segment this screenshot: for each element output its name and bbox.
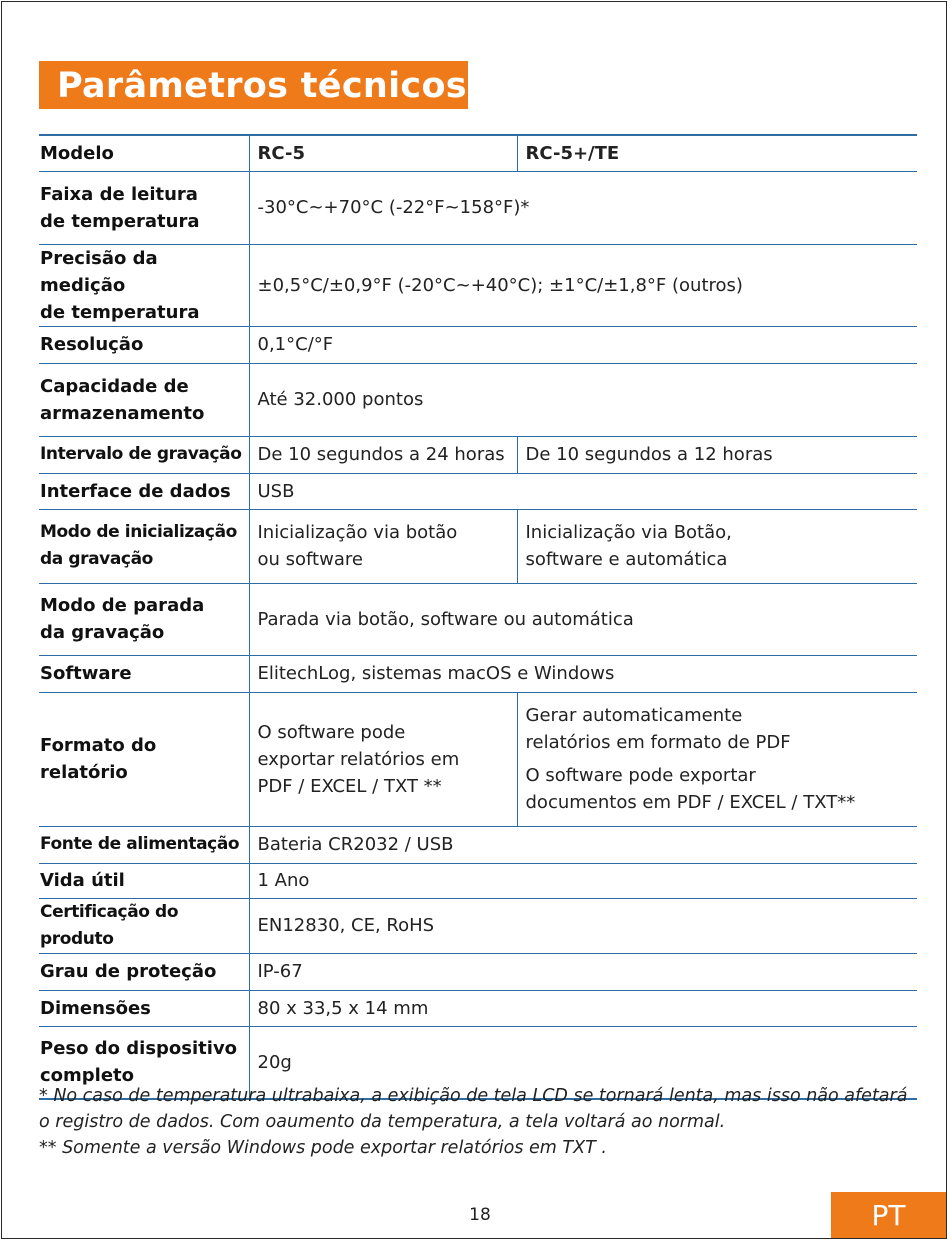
report-format-export: O software pode exportar documentos em PDF / EXCEL / TXT** <box>525 765 856 813</box>
page-title: Parâmetros técnicos <box>39 61 468 109</box>
row-label: Faixa de leitura de temperatura <box>39 171 249 244</box>
row-value-rc5-plus-te: Inicialização via Botão, software e automática <box>517 509 917 583</box>
table-row <box>39 826 917 863</box>
report-format-auto: Gerar automaticamente relatórios em formato de PDF <box>525 705 791 753</box>
row-value-rc5-plus-te <box>517 692 917 826</box>
row-label: Certificação do produto <box>39 898 249 953</box>
row-value-rc5: De 10 segundos a 24 horas <box>249 436 517 473</box>
table-row <box>39 326 917 363</box>
table-row <box>39 655 917 692</box>
table-row <box>39 473 917 509</box>
row-value: EN12830, CE, RoHS <box>249 898 917 953</box>
row-value-rc5: Inicialização via botão ou software <box>249 509 517 583</box>
table-row <box>39 692 917 826</box>
footnote-line: * No caso de temperatura ultrabaixa, a exibição de tela LCD se tornará lenta, mas isso não afetará <box>39 1086 908 1106</box>
row-label: Capacidade de armazenamento <box>39 363 249 436</box>
row-value: ElitechLog, sistemas macOS e Windows <box>249 655 917 692</box>
technical-parameters-table <box>39 134 917 1100</box>
row-label: Modo de inicialização da gravação <box>39 509 249 583</box>
table-row <box>39 509 917 583</box>
table-row <box>39 583 917 655</box>
row-label: Resolução <box>39 326 249 363</box>
footnote-line: ** Somente a versão Windows pode exportar relatórios em TXT . <box>39 1138 607 1158</box>
row-value: -30°C~+70°C (-22°F~158°F)* <box>249 171 917 244</box>
row-label: Peso do dispositivo completo <box>39 1026 249 1099</box>
row-label: Formato do relatório <box>39 692 249 826</box>
row-value: Bateria CR2032 / USB <box>249 826 917 863</box>
table-row <box>39 863 917 898</box>
row-label: Interface de dados <box>39 473 249 509</box>
row-value-rc5: O software pode exportar relatórios em PDF / EXCEL / TXT ** <box>249 692 517 826</box>
row-value: 0,1°C/°F <box>249 326 917 363</box>
row-label: Intervalo de gravação <box>39 436 249 473</box>
row-value: 20g <box>249 1026 917 1099</box>
table-row <box>39 953 917 990</box>
row-value: IP-67 <box>249 953 917 990</box>
table-row <box>39 990 917 1026</box>
table-row <box>39 898 917 953</box>
table-row <box>39 244 917 326</box>
language-tab: PT <box>831 1192 946 1238</box>
row-value: Até 32.000 pontos <box>249 363 917 436</box>
row-value-rc5-plus-te: De 10 segundos a 12 horas <box>517 436 917 473</box>
row-value: Parada via botão, software ou automática <box>249 583 917 655</box>
header-model-rc5-plus-te: RC-5+/TE <box>517 135 917 171</box>
row-value: 80 x 33,5 x 14 mm <box>249 990 917 1026</box>
row-label: Software <box>39 655 249 692</box>
page-number: 18 <box>469 1205 491 1225</box>
row-label: Vida útil <box>39 863 249 898</box>
table-row <box>39 363 917 436</box>
row-value: USB <box>249 473 917 509</box>
table-header-row <box>39 135 917 171</box>
footnotes <box>39 1083 929 1161</box>
table-row <box>39 171 917 244</box>
row-value: 1 Ano <box>249 863 917 898</box>
row-label: Modo de parada da gravação <box>39 583 249 655</box>
row-label: Fonte de alimentação <box>39 826 249 863</box>
table-row <box>39 436 917 473</box>
row-label: Grau de proteção <box>39 953 249 990</box>
row-label: Precisão da medição de temperatura <box>39 244 249 326</box>
row-value: ±0,5°C/±0,9°F (-20°C~+40°C); ±1°C/±1,8°F (outros) <box>249 244 917 326</box>
header-model-rc5: RC-5 <box>249 135 517 171</box>
row-label: Dimensões <box>39 990 249 1026</box>
footnote-line: o registro de dados. Com oaumento da temperatura, a tela voltará ao normal. <box>39 1112 726 1132</box>
header-label: Modelo <box>39 135 249 171</box>
